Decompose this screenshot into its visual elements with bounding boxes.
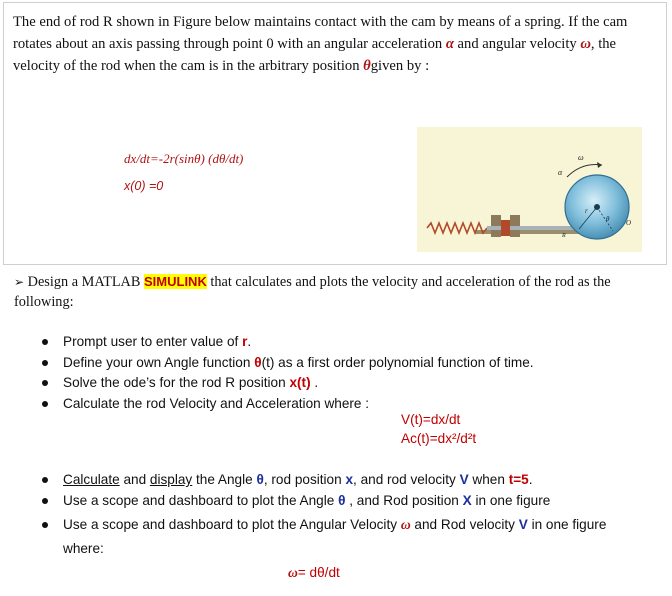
figure-label-alpha: α xyxy=(558,168,563,177)
omega-definition xyxy=(288,565,340,581)
requirements-list-2 xyxy=(40,470,660,559)
list-item-angle-function: Define your own Angle function θ(t) as a first order polynomial function of time. xyxy=(40,353,660,374)
task-text-pre: Design a MATLAB xyxy=(24,274,144,290)
list-item-scope-angle-position: Use a scope and dashboard to plot the Angle θ , and Rod position X in one figure xyxy=(40,491,660,511)
figure-label-r: r xyxy=(585,207,588,215)
cam-rod-figure xyxy=(417,127,642,252)
intro-text-3: , the velocity of the rod when the cam is in the arbitrary position xyxy=(13,36,617,74)
problem-statement xyxy=(13,11,653,77)
acceleration-formula: Ac(t)=dx²/d²t xyxy=(401,431,477,446)
where-label: where: xyxy=(63,541,104,556)
figure-label-omega: ω xyxy=(578,153,584,162)
omega-def-formula: = dθ/dt xyxy=(297,565,340,580)
list-item-scope-velocities: Use a scope and dashboard to plot the Angular Velocity ω and Rod velocity V in one figure where: xyxy=(40,515,660,559)
rod-collar xyxy=(501,220,510,236)
task-text-post: that calculates and plots the velocity and acceleration of the rod as the following: xyxy=(14,274,611,310)
intro-text-1: The end of rod R shown in Figure below maintains contact with the cam by means of a spring. If the cam rotates about an axis passing through point 0 with an angular acceleration xyxy=(13,14,628,52)
rotation-arrow-head xyxy=(597,162,602,168)
list-item-display-values: Calculate and display the Angle θ, rod position x, and rod velocity V when t=5. xyxy=(40,470,660,490)
simulink-highlight: SIMULINK xyxy=(144,274,207,289)
intro-text-2: and angular velocity xyxy=(453,36,581,52)
alpha-symbol: α xyxy=(445,36,454,52)
arrow-bullet-icon: ➢ xyxy=(14,275,25,289)
theta-symbol: θ xyxy=(363,58,371,74)
initial-condition: x(0) =0 xyxy=(124,179,164,193)
figure-label-theta: θ xyxy=(606,215,610,223)
velocity-formula: V(t)=dx/dt xyxy=(401,412,461,427)
list-item-solve-ode: Solve the ode’s for the rod R position x(t) . xyxy=(40,373,660,394)
task-heading xyxy=(14,272,654,312)
figure-label-R: R xyxy=(562,233,566,239)
list-item-velocity-accel: Calculate the rod Velocity and Acceleration where : xyxy=(40,394,660,415)
omega-def-symbol: ω xyxy=(288,565,298,580)
intro-text-4: given by : xyxy=(370,58,430,74)
figure-label-O: O xyxy=(626,219,632,227)
requirements-list-1 xyxy=(40,332,660,414)
cam-mechanism-diagram xyxy=(417,127,642,252)
omega-symbol: ω xyxy=(580,36,591,52)
velocity-equation: dx/dt=-2r(sinθ) (dθ/dt) xyxy=(124,151,244,166)
list-item-prompt-r: Prompt user to enter value of r. xyxy=(40,332,660,353)
